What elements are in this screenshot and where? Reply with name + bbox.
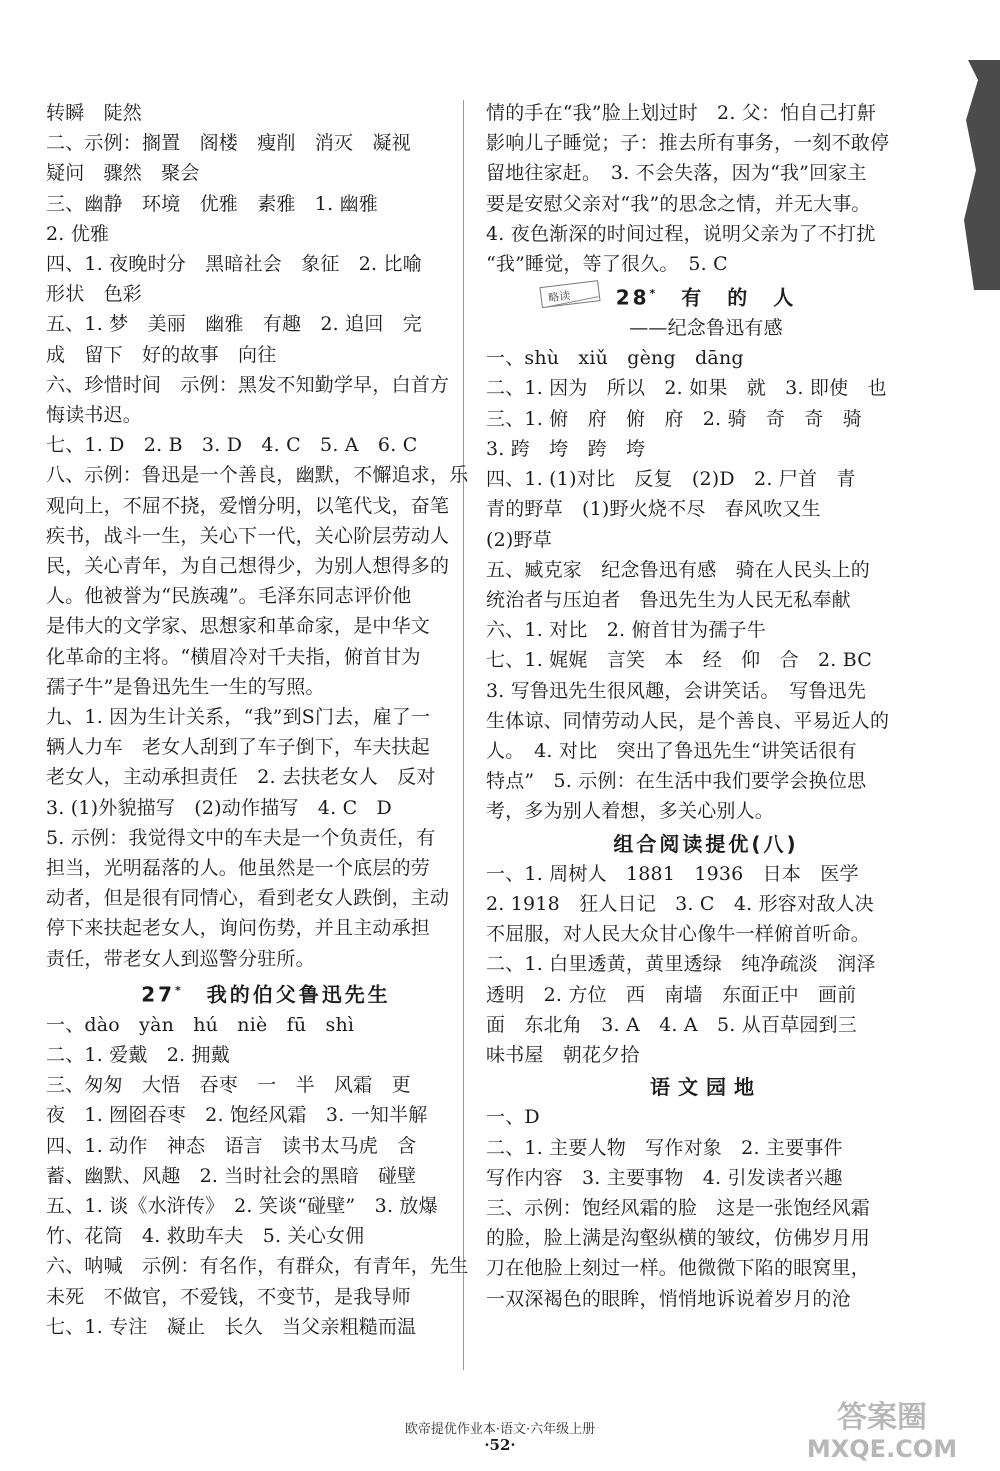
- answer-line: 老女人，主动承担责任 2. 去扶老女人 反对: [46, 766, 436, 789]
- answer-line: 六、珍惜时间 示例：黑发不知勤学早，白首方: [46, 373, 450, 396]
- section-title-yuwen: 语文园地: [650, 1075, 762, 1100]
- answer-line: 三、示例：饱经风霜的脸 这是一张饱经风霜: [486, 1196, 871, 1219]
- answer-line: 透明 2. 方位 西 南墙 东面正中 画前: [486, 983, 857, 1006]
- answer-line: 化革命的主将。“横眉冷对千夫指，俯首甘为: [46, 645, 421, 668]
- answer-line: 七、1. 娓娓 言笑 本 经 仰 合 2. BC: [486, 649, 872, 672]
- answer-line: 孺子牛”是鲁迅先生一生的写照。: [46, 675, 325, 698]
- answer-line: 人。 4. 对比 突出了鲁迅先生“讲笑话很有: [486, 739, 857, 762]
- answer-line: 考，多为别人着想，多关心别人。: [486, 800, 775, 823]
- answer-line: 青的野草 (1)野火烧不尽 春风吹又生: [486, 498, 821, 521]
- answer-line: 刀在他脸上刻过一样。他微微下陷的眼窝里，: [486, 1257, 871, 1280]
- answer-line: 人。他被誉为“民族魂”。毛泽东同志评价他: [46, 585, 412, 608]
- answer-line: 3. (1)外貌描写 (2)动作描写 4. C D: [46, 796, 392, 819]
- svg-text:答案圈: 答案圈: [837, 1400, 927, 1435]
- answer-line: 不屈服，对人民大众甘心像牛一样俯首听命。: [486, 923, 871, 946]
- answer-line: 二、1. 因为 所以 2. 如果 就 3. 即使 也: [486, 377, 887, 400]
- answer-line: 八、示例：鲁迅是一个善良，幽默，不懈追求，乐: [46, 464, 469, 487]
- answer-line: 转瞬 陡然: [46, 102, 143, 124]
- section-subtitle: ——纪念鲁迅有感: [629, 317, 783, 340]
- answer-line: 四、1. (1)对比 反复 (2)D 2. 尸首 青: [486, 468, 856, 491]
- answer-line: 特点” 5. 示例：在生活中我们要学会换位思: [486, 770, 867, 793]
- answer-line: 影响儿子睡觉；子：推去所有事务，一刻不敢停: [486, 132, 890, 155]
- answer-line: 蓄、幽默、风趣 2. 当时社会的黑暗 碰壁: [46, 1164, 417, 1187]
- answer-line: 2. 1918 狂人日记 3. C 4. 形容对敌人决: [486, 892, 874, 915]
- answer-line: 情的手在“我”脸上划过时 2. 父：怕自己打鼾: [486, 102, 877, 124]
- answer-line: 三、匆匆 大悟 吞枣 一 半 风霜 更: [46, 1074, 411, 1097]
- answer-line: 3. 写鲁迅先生很风趣，会讲笑话。 写鲁迅先: [486, 679, 867, 702]
- answer-line: 观向上，不屈不挠，爱憎分明，以笔代戈，奋笔: [46, 494, 450, 517]
- section-28-header: [486, 279, 926, 313]
- answer-line: 5. 示例：我觉得文中的车夫是一个负责任，有: [46, 826, 436, 849]
- right-answers-part2: [486, 343, 926, 826]
- answer-line: 二、1. 白里透黄，黄里透绿 纯净疏淡 润泽: [486, 953, 876, 976]
- answer-line: 一、1. 周树人 1881 1936 日本 医学: [486, 862, 859, 885]
- right-answers-part4: [486, 1102, 926, 1313]
- svg-text:MXQE.COM: MXQE.COM: [806, 1435, 958, 1463]
- answer-line: 五、臧克家 纪念鲁迅有感 骑在人民头上的: [486, 558, 871, 581]
- section-number: 28: [615, 285, 650, 310]
- answer-line: (2)野草: [486, 528, 552, 551]
- answer-line: 味书屋 朝花夕拾: [486, 1043, 640, 1066]
- answer-line: 的脸，脸上满是沟壑纵横的皱纹，仿佛岁月用: [486, 1227, 871, 1250]
- answer-line: 四、1. 夜晚时分 黑暗社会 象征 2. 比喻: [46, 253, 422, 276]
- answer-line: 四、1. 动作 神态 语言 读书太马虎 含: [46, 1134, 417, 1157]
- section-mark: *: [175, 983, 184, 997]
- left-answers-part2: [46, 1010, 486, 1342]
- answer-line: 三、幽静 环境 优雅 素雅 1. 幽雅: [46, 192, 378, 215]
- answer-line: 要是安慰父亲对“我”的思念之情，并无大事。: [486, 192, 871, 215]
- answer-line: 一、shù xiǔ gèng dāng: [486, 347, 744, 370]
- answer-line: 3. 跨 垮 跨 垮: [486, 437, 646, 460]
- answer-line: 一双深褐色的眼眸，悄悄地诉说着岁月的沧: [486, 1287, 851, 1310]
- answer-line: 担当，光明磊落的人。他虽然是一个底层的劳: [46, 857, 431, 880]
- answer-line: 七、1. D 2. B 3. D 4. C 5. A 6. C: [46, 434, 418, 457]
- right-answers-part3: [486, 859, 926, 1070]
- section-title-zuhe: 组合阅读提优(八): [613, 831, 799, 856]
- answer-line: “我”睡觉，等了很久。 5. C: [486, 253, 728, 276]
- section-mark: *: [649, 287, 659, 301]
- section-number: 27: [141, 982, 176, 1007]
- svg-text:略读: 略读: [547, 289, 571, 305]
- answer-line: 二、1. 主要人物 写作对象 2. 主要事件: [486, 1136, 843, 1159]
- answer-line: 停下来扶起老女人，询问伤势，并且主动承担: [46, 917, 431, 940]
- answer-line: 成 留下 好的故事 向往: [46, 343, 277, 366]
- right-column: [486, 98, 926, 1314]
- answer-line: 悔读书迟。: [46, 404, 143, 427]
- answer-line: 二、1. 爱戴 2. 拥戴: [46, 1043, 230, 1066]
- answer-line: 面 东北角 3. A 4. A 5. 从百草园到三: [486, 1013, 857, 1036]
- answer-line: 七、1. 专注 凝止 长久 当父亲粗糙而温: [46, 1315, 417, 1338]
- book-footer: 欧帝提优作业本·语文·六年级上册: [404, 1422, 596, 1437]
- answer-line: 疑问 骤然 聚会: [46, 162, 200, 185]
- answer-line: 统治者与压迫者 鲁迅先生为人民无私奉献: [486, 588, 851, 611]
- answer-line: 留地往家赶。 3. 不会失落，因为“我”回家主: [486, 162, 867, 185]
- answer-line: 形状 色彩: [46, 283, 143, 306]
- answer-line: 九、1. 因为生计关系，“我”到S门去，雇了一: [46, 706, 431, 729]
- answer-line: 责任，带老女人到巡警分驻所。: [46, 947, 315, 970]
- answer-line: 写作内容 3. 主要事物 4. 引发读者兴趣: [486, 1166, 843, 1189]
- answer-line: 一、D: [486, 1106, 540, 1129]
- left-answers-part1: [46, 98, 486, 974]
- answer-line: 竹、花筒 4. 救助车夫 5. 关心女佣: [46, 1225, 365, 1248]
- answer-line: 辆人力车 老女人刮到了车子倒下，车夫扶起: [46, 736, 431, 759]
- answer-line: 动者，但是很有同情心，看到老女人跌倒，主动: [46, 887, 450, 910]
- answer-line: 民，关心青年，为自己想得少，为别人想得多的: [46, 555, 450, 578]
- page-number: ·52·: [484, 1436, 516, 1454]
- section-title-27: [46, 976, 486, 1010]
- answer-line: 一、dào yàn hú niè fū shì: [46, 1013, 355, 1036]
- right-answers-part1: [486, 98, 926, 279]
- answer-line: 六、1. 对比 2. 俯首甘为孺子牛: [486, 619, 766, 642]
- answer-line: 三、1. 俯 府 俯 府 2. 骑 奇 奇 骑: [486, 407, 862, 430]
- answer-line: 六、呐喊 示例：有名作，有群众，有青年，先生: [46, 1255, 469, 1278]
- answer-line: 疾书，战斗一生，关心下一代，关心阶层劳动人: [46, 524, 450, 547]
- answer-line: 生体谅、同情劳动人民，是个善良、平易近人的: [486, 709, 890, 732]
- watermark-logo: [772, 1395, 992, 1465]
- answer-line: 夜 1. 囫囵吞枣 2. 饱经风霜 3. 一知半解: [46, 1104, 428, 1127]
- answer-line: 是伟大的文学家、思想家和革命家，是中华文: [46, 615, 431, 638]
- section-title-text: 有 的 人: [681, 285, 797, 310]
- answer-line: 未死 不做官，不爱钱，不变节，是我导师: [46, 1285, 411, 1308]
- answer-line: 五、1. 梦 美丽 幽雅 有趣 2. 追回 完: [46, 313, 422, 336]
- answer-line: 4. 夜色渐深的时间过程，说明父亲为了不打扰: [486, 222, 876, 245]
- answer-line: 五、1. 谈《水浒传》 2. 笑谈“碰壁” 3. 放爆: [46, 1194, 438, 1217]
- page-edge-shadow: [948, 60, 1000, 290]
- answer-line: 2. 优雅: [46, 222, 110, 245]
- section-title-text: 我的伯父鲁迅先生: [206, 982, 391, 1007]
- left-column: [46, 98, 486, 1342]
- answer-line: 二、示例：搁置 阁楼 瘦削 消灭 凝视: [46, 132, 411, 155]
